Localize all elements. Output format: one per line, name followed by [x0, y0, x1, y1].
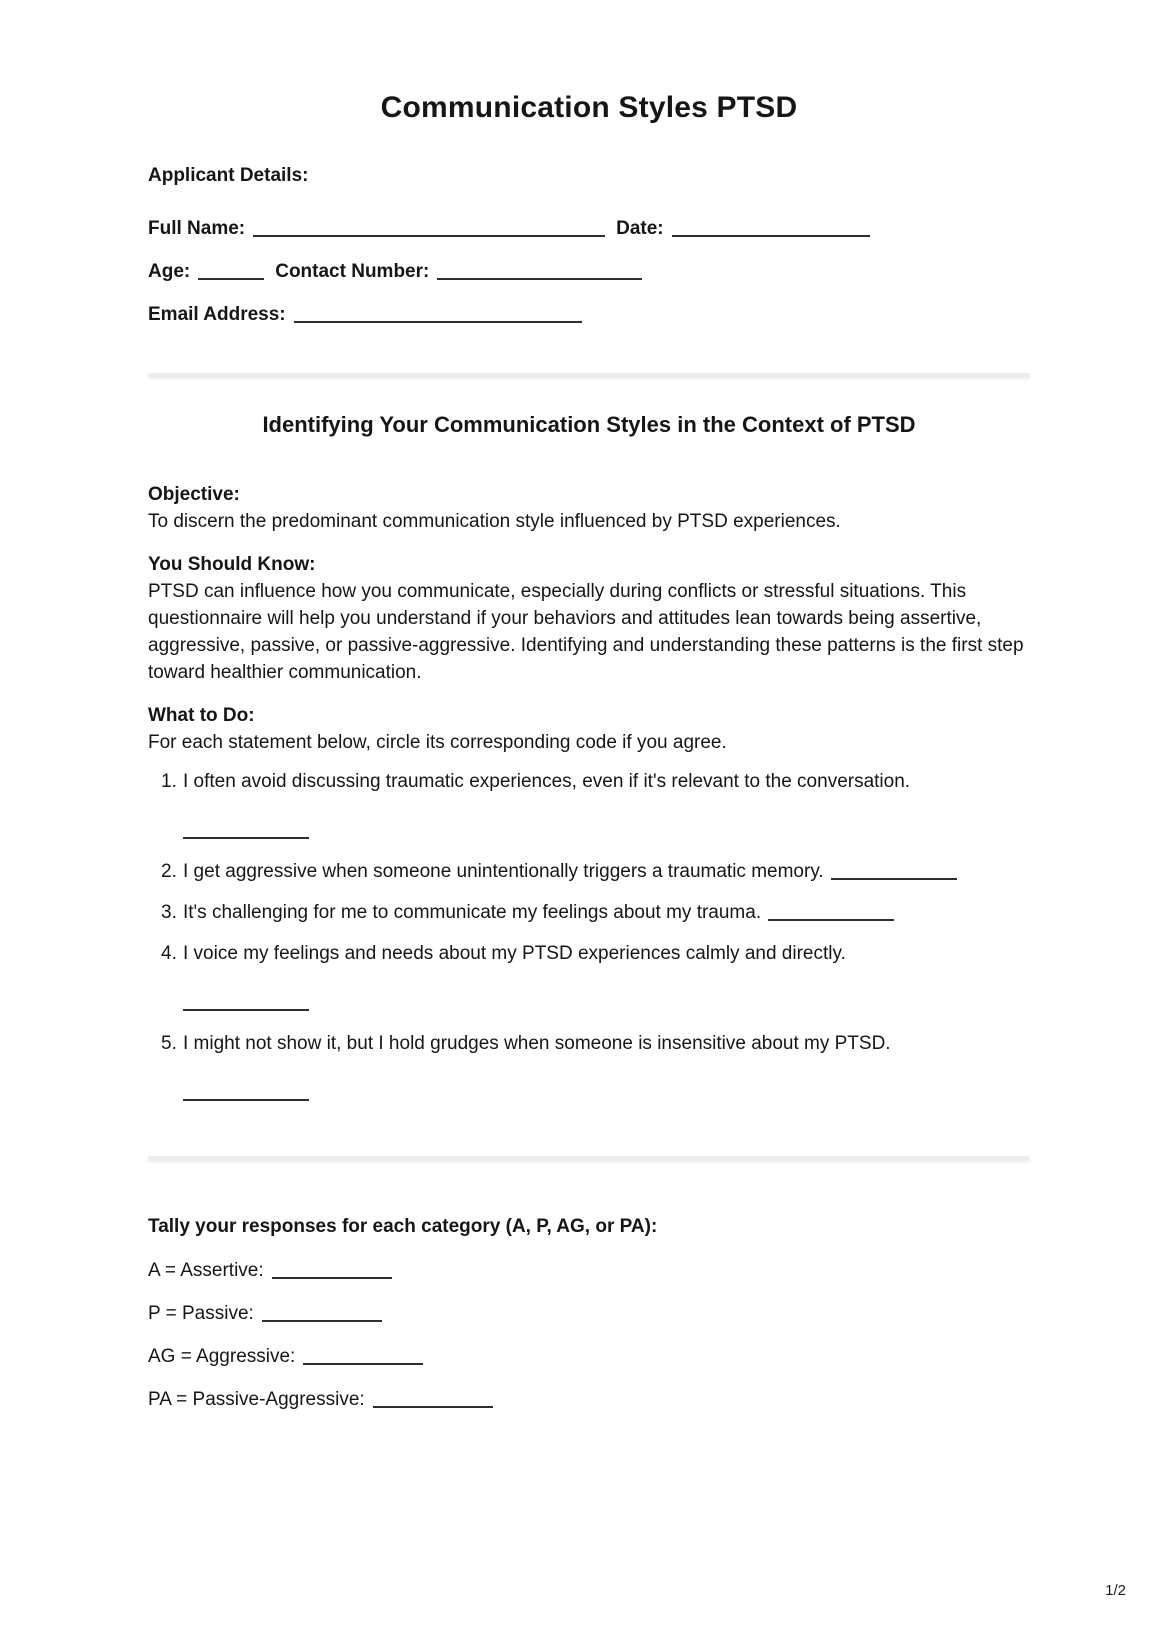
answer-blank-row [183, 1079, 1030, 1106]
question-list [148, 768, 1030, 1106]
objective-label: Objective: [148, 484, 240, 505]
objective-section [148, 481, 1030, 535]
full-name-label: Full Name: [148, 218, 246, 239]
answer-blank-inline[interactable] [831, 862, 957, 880]
date-label: Date: [616, 218, 664, 239]
tally-blank[interactable] [262, 1304, 382, 1322]
answer-blank-below[interactable] [183, 993, 309, 1011]
tally-blank[interactable] [373, 1390, 493, 1408]
applicant-details-heading: Applicant Details: [148, 165, 309, 186]
section-divider-bottom [148, 1156, 1030, 1160]
question-text: I get aggressive when someone unintentionally triggers a traumatic memory. [183, 861, 824, 882]
answer-blank-below[interactable] [183, 1083, 309, 1101]
page-title: Communication Styles PTSD [380, 91, 798, 124]
tally-blank[interactable] [303, 1347, 423, 1365]
tally-label: AG = Aggressive: [148, 1346, 296, 1367]
form-row-age-contact [148, 260, 1030, 284]
form-row-name-date [148, 217, 1030, 241]
tally-label: A = Assertive: [148, 1260, 264, 1281]
contact-number-blank[interactable] [437, 262, 642, 280]
question-text: It's challenging for me to communicate my feelings about my trauma. [183, 902, 762, 923]
what-to-do-section [148, 702, 1030, 756]
tally-label: PA = Passive-Aggressive: [148, 1389, 365, 1410]
age-blank[interactable] [198, 262, 264, 280]
question-item [161, 1030, 1030, 1106]
date-blank[interactable] [672, 219, 870, 237]
what-to-do-label: What to Do: [148, 705, 255, 726]
tally-rows [148, 1259, 1030, 1412]
question-number: 3. [161, 902, 177, 923]
question-item [161, 940, 1030, 1016]
email-address-label: Email Address: [148, 304, 286, 325]
email-address-blank[interactable] [294, 305, 582, 323]
question-item [161, 899, 1030, 926]
you-should-know-section [148, 551, 1030, 686]
what-to-do-text: For each statement below, circle its corresponding code if you agree. [148, 732, 727, 753]
page-number: 1/2 [1105, 1582, 1126, 1599]
question-number: 5. [161, 1033, 177, 1054]
question-text: I voice my feelings and needs about my PTSD experiences calmly and directly. [183, 943, 846, 964]
question-item [161, 858, 1030, 885]
question-text: I might not show it, but I hold grudges when someone is insensitive about my PTSD. [183, 1033, 891, 1054]
tally-row [148, 1345, 1030, 1369]
tally-heading: Tally your responses for each category (A, P, AG, or PA): [148, 1216, 658, 1237]
tally-row [148, 1302, 1030, 1326]
question-item [161, 768, 1030, 844]
question-number: 2. [161, 861, 177, 882]
question-number: 1. [161, 771, 177, 792]
tally-label: P = Passive: [148, 1303, 254, 1324]
worksheet-heading: Identifying Your Communication Styles in the Context of PTSD [262, 412, 916, 437]
tally-blank[interactable] [272, 1261, 392, 1279]
question-number: 4. [161, 943, 177, 964]
age-label: Age: [148, 261, 191, 282]
section-divider-top [148, 373, 1030, 377]
objective-text: To discern the predominant communication style influenced by PTSD experiences. [148, 511, 841, 532]
answer-blank-row [183, 817, 1030, 844]
question-text: I often avoid discussing traumatic experiences, even if it's relevant to the conversation. [183, 771, 911, 792]
answer-blank-inline[interactable] [768, 903, 894, 921]
you-should-know-label: You Should Know: [148, 554, 316, 575]
you-should-know-text: PTSD can influence how you communicate, especially during conflicts or stressful situations. This questionnaire will help you understand if your behaviors and attitudes lean towards being assertive, aggressive, passive, or passive-aggressive. Identifying and understanding these patterns is the first step toward healthier communication. [148, 581, 1024, 683]
tally-row [148, 1259, 1030, 1283]
answer-blank-row [183, 989, 1030, 1016]
form-row-email [148, 303, 1030, 327]
answer-blank-below[interactable] [183, 821, 309, 839]
tally-row [148, 1388, 1030, 1412]
full-name-blank[interactable] [253, 219, 605, 237]
contact-number-label: Contact Number: [275, 261, 430, 282]
